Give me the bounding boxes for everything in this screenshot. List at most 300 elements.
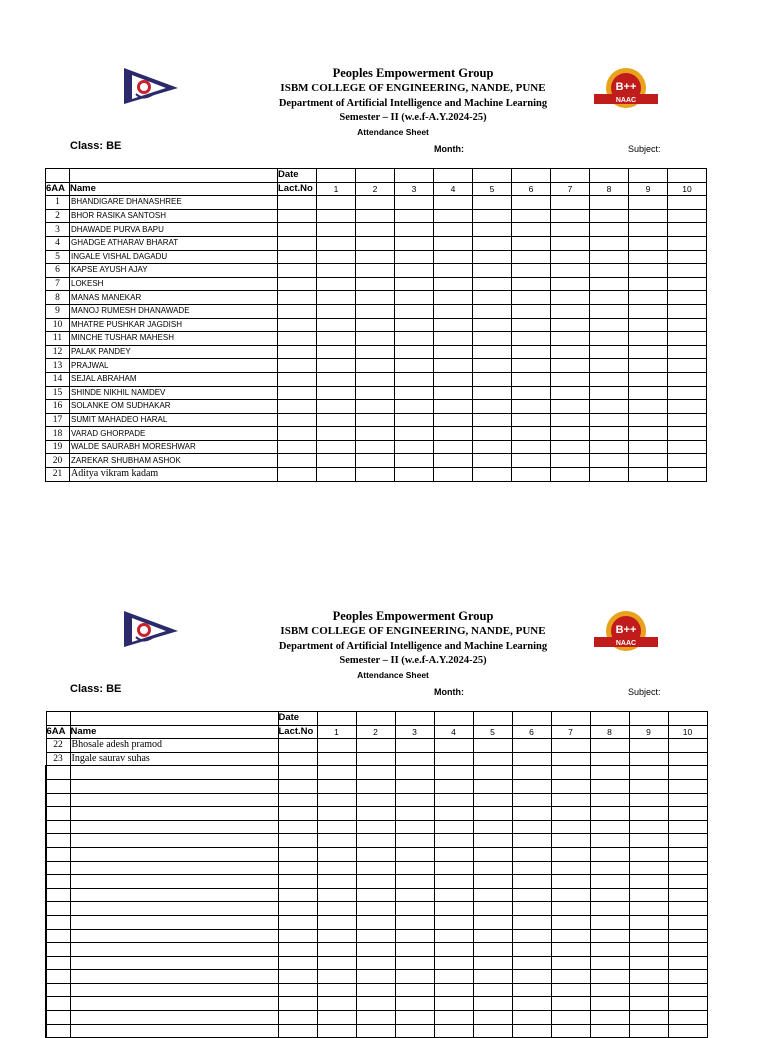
month-label: Month:	[434, 144, 464, 154]
attendance-cell	[668, 861, 707, 875]
attendance-cell	[278, 807, 317, 821]
student-name: WALDE SAURABH MORESHWAR	[70, 440, 278, 454]
attendance-cell	[317, 468, 356, 482]
blank-row	[46, 943, 707, 957]
attendance-cell	[668, 847, 707, 861]
blank-row	[46, 915, 707, 929]
attendance-cell	[317, 359, 356, 373]
student-row	[46, 277, 707, 291]
attendance-cell	[278, 236, 317, 250]
attendance-cell	[512, 332, 551, 346]
student-name: BHOR RASIKA SANTOSH	[70, 209, 278, 223]
header-blank-cell	[434, 169, 473, 183]
attendance-cell	[317, 983, 356, 997]
attendance-cell	[590, 196, 629, 210]
attendance-cell	[434, 277, 473, 291]
attendance-cell	[278, 779, 317, 793]
attendance-cell	[512, 834, 551, 848]
attendance-cell	[317, 250, 356, 264]
serial-number	[46, 820, 70, 834]
attendance-cell	[356, 454, 395, 468]
header-blank-cell	[317, 169, 356, 183]
attendance-cell	[434, 983, 473, 997]
day-column-header: 8	[590, 725, 629, 739]
attendance-cell	[629, 304, 668, 318]
attendance-cell	[551, 1024, 590, 1038]
attendance-cell	[434, 1011, 473, 1025]
name-header: Name	[70, 725, 278, 739]
attendance-cell	[395, 345, 434, 359]
attendance-cell	[395, 915, 434, 929]
student-row	[46, 304, 707, 318]
attendance-cell	[590, 236, 629, 250]
organization-name: Peoples Empowerment Group	[332, 66, 494, 80]
header-blank-cell	[70, 169, 278, 183]
attendance-cell	[629, 929, 668, 943]
attendance-cell	[590, 807, 629, 821]
attendance-cell	[590, 413, 629, 427]
attendance-cell	[590, 739, 629, 753]
attendance-cell	[512, 372, 551, 386]
attendance-cell	[356, 264, 395, 278]
attendance-cell	[512, 847, 551, 861]
attendance-cell	[356, 291, 395, 305]
attendance-cell	[395, 793, 434, 807]
attendance-cell	[551, 861, 590, 875]
attendance-cell	[356, 372, 395, 386]
header-blank-cell	[317, 712, 356, 726]
attendance-table	[45, 711, 708, 1038]
blank-row	[46, 875, 707, 889]
serial-number	[46, 997, 70, 1011]
student-name	[70, 915, 278, 929]
attendance-cell	[512, 997, 551, 1011]
attendance-cell	[395, 468, 434, 482]
attendance-cell	[434, 1024, 473, 1038]
attendance-cell	[512, 752, 551, 766]
attendance-cell	[551, 956, 590, 970]
student-name	[70, 943, 278, 957]
student-row	[46, 468, 707, 482]
attendance-cell	[590, 915, 629, 929]
attendance-cell	[590, 223, 629, 237]
serial-number	[46, 970, 70, 984]
attendance-cell	[551, 386, 590, 400]
attendance-cell	[473, 359, 512, 373]
attendance-cell	[278, 304, 317, 318]
attendance-cell	[317, 739, 356, 753]
naac-grade-text: B++	[615, 624, 637, 636]
attendance-cell	[278, 413, 317, 427]
attendance-cell	[551, 359, 590, 373]
attendance-cell	[317, 970, 356, 984]
attendance-cell	[668, 956, 707, 970]
attendance-cell	[629, 345, 668, 359]
serial-number	[46, 875, 70, 889]
attendance-cell	[512, 929, 551, 943]
student-row	[46, 264, 707, 278]
attendance-cell	[317, 752, 356, 766]
attendance-cell	[590, 752, 629, 766]
attendance-cell	[356, 807, 395, 821]
attendance-cell	[356, 209, 395, 223]
attendance-cell	[395, 332, 434, 346]
attendance-cell	[551, 847, 590, 861]
attendance-cell	[668, 793, 707, 807]
attendance-cell	[317, 1024, 356, 1038]
attendance-cell	[629, 318, 668, 332]
student-row	[46, 413, 707, 427]
attendance-cell	[434, 209, 473, 223]
attendance-cell	[356, 1011, 395, 1025]
serial-number: 9	[46, 304, 70, 318]
header-blank-cell	[395, 712, 434, 726]
attendance-cell	[434, 440, 473, 454]
attendance-cell	[668, 386, 707, 400]
serial-number	[46, 1024, 70, 1038]
student-name: PALAK PANDEY	[70, 345, 278, 359]
class-label: Class: BE	[70, 140, 122, 152]
serial-number	[46, 915, 70, 929]
attendance-cell	[395, 956, 434, 970]
student-name: MHATRE PUSHKAR JAGDISH	[70, 318, 278, 332]
serial-number	[46, 902, 70, 916]
attendance-cell	[629, 1024, 668, 1038]
attendance-cell	[668, 427, 707, 441]
attendance-cell	[434, 807, 473, 821]
attendance-cell	[512, 318, 551, 332]
student-name: MANOJ RUMESH DHANAWADE	[70, 304, 278, 318]
attendance-cell	[317, 902, 356, 916]
attendance-cell	[434, 888, 473, 902]
attendance-cell	[668, 1011, 707, 1025]
attendance-cell	[395, 318, 434, 332]
attendance-cell	[473, 970, 512, 984]
attendance-cell	[434, 468, 473, 482]
student-row	[46, 427, 707, 441]
attendance-cell	[356, 888, 395, 902]
attendance-cell	[356, 359, 395, 373]
attendance-cell	[278, 752, 317, 766]
attendance-cell	[356, 997, 395, 1011]
attendance-cell	[668, 277, 707, 291]
attendance-cell	[317, 196, 356, 210]
attendance-cell	[629, 413, 668, 427]
semester-label: Semester – II (w.e.f-A.Y.2024-25)	[339, 655, 487, 666]
attendance-cell	[278, 400, 317, 414]
attendance-cell	[590, 304, 629, 318]
attendance-cell	[317, 264, 356, 278]
attendance-cell	[590, 440, 629, 454]
attendance-cell	[356, 766, 395, 780]
organization-name: Peoples Empowerment Group	[332, 609, 494, 623]
attendance-cell	[590, 332, 629, 346]
attendance-cell	[668, 902, 707, 916]
attendance-cell	[278, 847, 317, 861]
attendance-cell	[434, 997, 473, 1011]
student-name: SHINDE NIKHIL NAMDEV	[70, 386, 278, 400]
header-blank-cell	[629, 712, 668, 726]
lecture-number-header: Lact.No	[278, 182, 317, 196]
attendance-cell	[356, 970, 395, 984]
attendance-cell	[629, 386, 668, 400]
student-row	[46, 752, 707, 766]
student-name	[70, 1024, 278, 1038]
student-name: DHAWADE PURVA BAPU	[70, 223, 278, 237]
attendance-cell	[629, 997, 668, 1011]
college-logo	[122, 609, 180, 649]
attendance-cell	[668, 970, 707, 984]
attendance-cell	[629, 779, 668, 793]
attendance-cell	[473, 807, 512, 821]
attendance-cell	[668, 888, 707, 902]
attendance-cell	[590, 861, 629, 875]
attendance-cell	[629, 793, 668, 807]
attendance-cell	[668, 359, 707, 373]
serial-number	[46, 861, 70, 875]
blank-row	[46, 834, 707, 848]
attendance-cell	[473, 386, 512, 400]
student-name: INGALE VISHAL DAGADU	[70, 250, 278, 264]
serial-number	[46, 956, 70, 970]
student-row	[46, 359, 707, 373]
attendance-cell	[356, 236, 395, 250]
serial-number: 22	[46, 739, 70, 753]
attendance-cell	[473, 834, 512, 848]
attendance-cell	[629, 332, 668, 346]
attendance-cell	[395, 820, 434, 834]
attendance-cell	[356, 468, 395, 482]
attendance-cell	[590, 834, 629, 848]
attendance-cell	[395, 1024, 434, 1038]
attendance-cell	[278, 997, 317, 1011]
student-name	[70, 875, 278, 889]
attendance-cell	[590, 970, 629, 984]
attendance-cell	[629, 834, 668, 848]
attendance-cell	[434, 372, 473, 386]
student-row	[46, 345, 707, 359]
attendance-cell	[629, 196, 668, 210]
student-name: LOKESH	[70, 277, 278, 291]
attendance-cell	[590, 277, 629, 291]
attendance-cell	[278, 902, 317, 916]
attendance-cell	[512, 427, 551, 441]
attendance-cell	[395, 983, 434, 997]
attendance-cell	[473, 440, 512, 454]
day-column-header: 6	[512, 725, 551, 739]
attendance-cell	[590, 1011, 629, 1025]
student-name	[70, 834, 278, 848]
attendance-cell	[473, 223, 512, 237]
attendance-cell	[551, 902, 590, 916]
blank-row	[46, 1011, 707, 1025]
attendance-cell	[434, 752, 473, 766]
attendance-cell	[395, 359, 434, 373]
attendance-cell	[668, 209, 707, 223]
attendance-cell	[629, 250, 668, 264]
attendance-cell	[668, 223, 707, 237]
naac-text: NAAC	[615, 640, 637, 647]
attendance-cell	[395, 943, 434, 957]
attendance-cell	[590, 779, 629, 793]
attendance-cell	[590, 820, 629, 834]
serial-number: 1	[46, 196, 70, 210]
attendance-cell	[629, 956, 668, 970]
serial-number: 6	[46, 264, 70, 278]
attendance-cell	[395, 888, 434, 902]
attendance-cell	[356, 345, 395, 359]
header-blank-cell	[551, 169, 590, 183]
student-name	[70, 983, 278, 997]
attendance-cell	[668, 196, 707, 210]
attendance-cell	[473, 454, 512, 468]
attendance-cell	[551, 997, 590, 1011]
attendance-cell	[395, 372, 434, 386]
subject-label: Subject:	[628, 144, 661, 154]
attendance-cell	[473, 196, 512, 210]
attendance-cell	[668, 834, 707, 848]
attendance-cell	[356, 929, 395, 943]
attendance-cell	[629, 427, 668, 441]
serial-number: 3	[46, 223, 70, 237]
attendance-cell	[434, 264, 473, 278]
attendance-cell	[356, 915, 395, 929]
attendance-cell	[434, 223, 473, 237]
attendance-cell	[356, 752, 395, 766]
attendance-cell	[278, 834, 317, 848]
day-column-header: 9	[629, 182, 668, 196]
attendance-cell	[590, 386, 629, 400]
attendance-cell	[278, 440, 317, 454]
attendance-cell	[395, 236, 434, 250]
attendance-cell	[278, 766, 317, 780]
attendance-cell	[512, 345, 551, 359]
student-name: Ingale saurav suhas	[70, 752, 278, 766]
blank-row	[46, 861, 707, 875]
attendance-cell	[317, 318, 356, 332]
attendance-cell	[590, 468, 629, 482]
attendance-cell	[278, 983, 317, 997]
header-blank-cell	[395, 169, 434, 183]
attendance-cell	[317, 304, 356, 318]
attendance-cell	[629, 264, 668, 278]
attendance-cell	[473, 902, 512, 916]
serial-number: 20	[46, 454, 70, 468]
attendance-cell	[356, 413, 395, 427]
attendance-cell	[473, 250, 512, 264]
attendance-cell	[512, 1024, 551, 1038]
attendance-cell	[473, 468, 512, 482]
header-blank-cell	[70, 712, 278, 726]
attendance-cell	[356, 847, 395, 861]
attendance-cell	[278, 277, 317, 291]
day-column-header: 3	[395, 182, 434, 196]
attendance-cell	[512, 861, 551, 875]
attendance-cell	[473, 236, 512, 250]
division-header: 6AA	[46, 725, 70, 739]
attendance-cell	[473, 847, 512, 861]
header-blank-cell	[356, 169, 395, 183]
attendance-cell	[395, 807, 434, 821]
attendance-cell	[395, 386, 434, 400]
attendance-cell	[434, 847, 473, 861]
attendance-cell	[434, 427, 473, 441]
attendance-cell	[278, 793, 317, 807]
attendance-cell	[317, 427, 356, 441]
attendance-cell	[551, 793, 590, 807]
attendance-cell	[551, 264, 590, 278]
attendance-cell	[356, 400, 395, 414]
student-row	[46, 440, 707, 454]
attendance-cell	[473, 861, 512, 875]
attendance-cell	[473, 209, 512, 223]
attendance-cell	[512, 400, 551, 414]
attendance-cell	[434, 250, 473, 264]
attendance-cell	[551, 196, 590, 210]
header-blank-cell	[629, 169, 668, 183]
subject-label: Subject:	[628, 687, 661, 697]
attendance-cell	[317, 766, 356, 780]
blank-row	[46, 929, 707, 943]
attendance-cell	[317, 386, 356, 400]
attendance-cell	[278, 250, 317, 264]
attendance-cell	[317, 332, 356, 346]
attendance-cell	[356, 834, 395, 848]
attendance-cell	[395, 223, 434, 237]
attendance-cell	[356, 304, 395, 318]
header-blank-cell	[473, 712, 512, 726]
student-name	[70, 1011, 278, 1025]
attendance-cell	[668, 807, 707, 821]
attendance-cell	[512, 779, 551, 793]
attendance-cell	[278, 386, 317, 400]
attendance-cell	[590, 264, 629, 278]
attendance-cell	[278, 332, 317, 346]
student-row	[46, 209, 707, 223]
attendance-cell	[668, 983, 707, 997]
attendance-cell	[434, 454, 473, 468]
serial-number	[46, 847, 70, 861]
attendance-cell	[395, 400, 434, 414]
attendance-cell	[317, 929, 356, 943]
attendance-cell	[278, 468, 317, 482]
student-name: KAPSE AYUSH AJAY	[70, 264, 278, 278]
attendance-cell	[473, 929, 512, 943]
attendance-cell	[434, 970, 473, 984]
attendance-cell	[395, 766, 434, 780]
attendance-cell	[590, 318, 629, 332]
sheet-title: Attendance Sheet	[357, 670, 429, 680]
attendance-cell	[590, 847, 629, 861]
attendance-cell	[551, 427, 590, 441]
student-name	[70, 820, 278, 834]
attendance-cell	[434, 943, 473, 957]
attendance-cell	[590, 454, 629, 468]
table-header-row	[46, 712, 707, 726]
attendance-cell	[434, 291, 473, 305]
student-row	[46, 400, 707, 414]
attendance-cell	[434, 902, 473, 916]
attendance-cell	[395, 970, 434, 984]
attendance-cell	[278, 1024, 317, 1038]
attendance-cell	[473, 332, 512, 346]
attendance-cell	[512, 943, 551, 957]
attendance-cell	[473, 1011, 512, 1025]
header-blank-cell	[46, 712, 70, 726]
attendance-cell	[629, 888, 668, 902]
attendance-cell	[668, 915, 707, 929]
student-row	[46, 291, 707, 305]
